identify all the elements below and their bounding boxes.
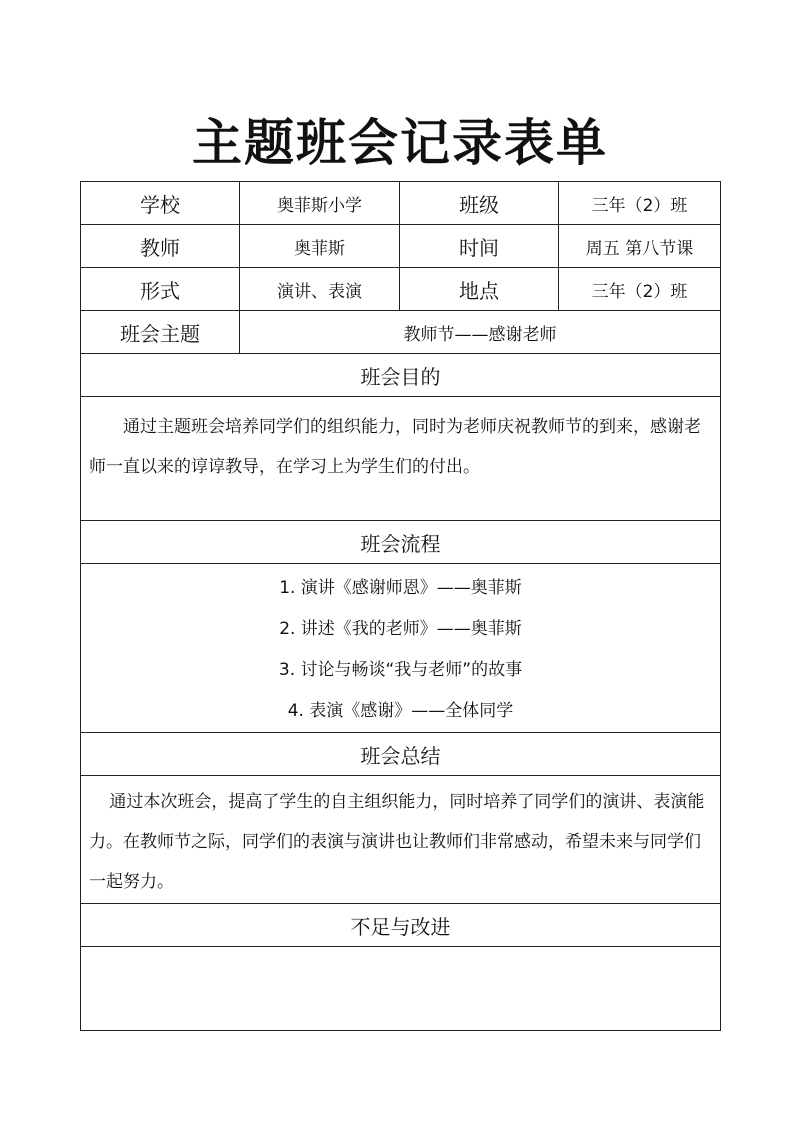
class-value: 三年（2）班 [559, 182, 721, 225]
table-row [81, 564, 721, 733]
page-title: 主题班会记录表单 [192, 114, 608, 172]
table-row [81, 397, 721, 521]
procedure-item-2: 2. 讲述《我的老师》——奥菲斯 [279, 619, 522, 639]
location-label: 地点 [400, 268, 559, 311]
teacher-value: 奥菲斯 [240, 225, 400, 268]
purpose-heading: 班会目的 [81, 354, 721, 397]
purpose-text: 通过主题班会培养同学们的组织能力，同时为老师庆祝教师节的到来，感谢老师一直以来的谆谆教导，在学习上为学生们的付出。 [81, 397, 721, 521]
procedure-heading: 班会流程 [81, 521, 721, 564]
procedure-item-4: 4. 表演《感谢》——全体同学 [287, 701, 514, 721]
time-label: 时间 [400, 225, 559, 268]
school-value: 奥菲斯小学 [240, 182, 400, 225]
teacher-label: 教师 [81, 225, 240, 268]
school-label: 学校 [81, 182, 240, 225]
table-row [81, 182, 721, 225]
location-value: 三年（2）班 [559, 268, 721, 311]
table-row [81, 733, 721, 776]
format-value: 演讲、表演 [240, 268, 400, 311]
procedure-item-3: 3. 讨论与畅谈“我与老师”的故事 [278, 660, 523, 680]
procedure-item-1: 1. 演讲《感谢师恩》——奥菲斯 [279, 578, 522, 598]
table-row [81, 311, 721, 354]
table-row [81, 268, 721, 311]
table-row [81, 947, 721, 1031]
record-form-table [80, 181, 721, 1031]
theme-label: 班会主题 [81, 311, 240, 354]
table-row [81, 904, 721, 947]
table-row [81, 776, 721, 904]
table-row [81, 354, 721, 397]
improvement-text [81, 947, 721, 1031]
procedure-list [81, 564, 721, 733]
improvement-heading: 不足与改进 [81, 904, 721, 947]
summary-text: 通过本次班会，提高了学生的自主组织能力，同时培养了同学们的演讲、表演能力。在教师节之际，同学们的表演与演讲也让教师们非常感动，希望未来与同学们一起努力。 [81, 776, 721, 904]
summary-heading: 班会总结 [81, 733, 721, 776]
class-label: 班级 [400, 182, 559, 225]
table-row [81, 521, 721, 564]
time-value: 周五 第八节课 [559, 225, 721, 268]
format-label: 形式 [81, 268, 240, 311]
table-row [81, 225, 721, 268]
theme-value: 教师节——感谢老师 [240, 311, 721, 354]
